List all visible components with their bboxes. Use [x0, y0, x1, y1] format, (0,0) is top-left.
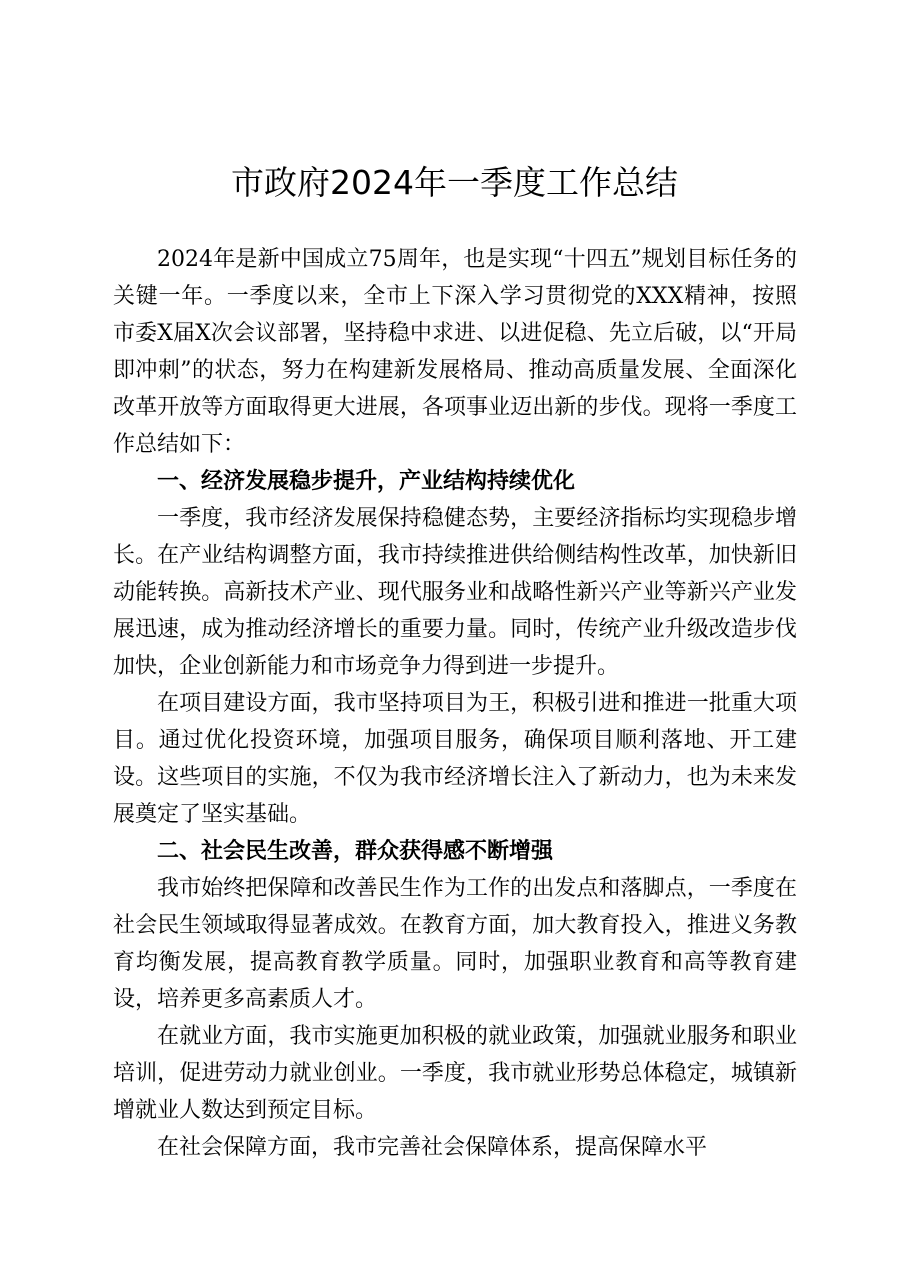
body-paragraph: 在社会保障方面，我市完善社会保障体系，提高保障水平	[157, 1135, 708, 1160]
intro-paragraph: 2024年是新中国成立75周年，也是实现“十四五”规划目标任务的关键一年。一季度以来，全市上下深入学习贯彻党的XXX精神，按照市委X届X次会议部署，坚持稳中求进、以进促稳、先立后破，以“开局即冲刺”的状态，努力在构建新发展格局、推动高质量发展、全面深化改革开放等方面取得更大进展，各项事业迈出新的步伐。现将一季度工作总结如下：	[113, 247, 797, 457]
document-body	[113, 241, 797, 1166]
body-paragraph: 在就业方面，我市实施更加积极的就业政策，加强就业服务和职业培训，促进劳动力就业创业。一季度，我市就业形势总体稳定，城镇新增就业人数达到预定目标。	[113, 1024, 797, 1123]
body-paragraph: 我市始终把保障和改善民生作为工作的出发点和落脚点，一季度在社会民生领域取得显著成效。在教育方面，加大教育投入，推进义务教育均衡发展，提高教育教学质量。同时，加强职业教育和高等教育建设，培养更多高素质人才。	[113, 876, 797, 1012]
document-title: 市政府2024年一季度工作总结	[231, 163, 678, 202]
body-paragraph: 一季度，我市经济发展保持稳健态势，主要经济指标均实现稳步增长。在产业结构调整方面，我市持续推进供给侧结构性改革，加快新旧动能转换。高新技术产业、现代服务业和战略性新兴产业等新兴产业发展迅速，成为推动经济增长的重要力量。同时，传统产业升级改造步伐加快，企业创新能力和市场竞争力得到进一步提升。	[113, 506, 797, 679]
section-heading-economy: 一、经济发展稳步提升，产业结构持续优化	[157, 469, 576, 494]
body-paragraph: 在项目建设方面，我市坚持项目为王，积极引进和推进一批重大项目。通过优化投资环境，加强项目服务，确保项目顺利落地、开工建设。这些项目的实施，不仅为我市经济增长注入了新动力，也为未来发展奠定了坚实基础。	[113, 691, 797, 827]
section-heading-livelihood: 二、社会民生改善，群众获得感不断增强	[157, 839, 554, 864]
